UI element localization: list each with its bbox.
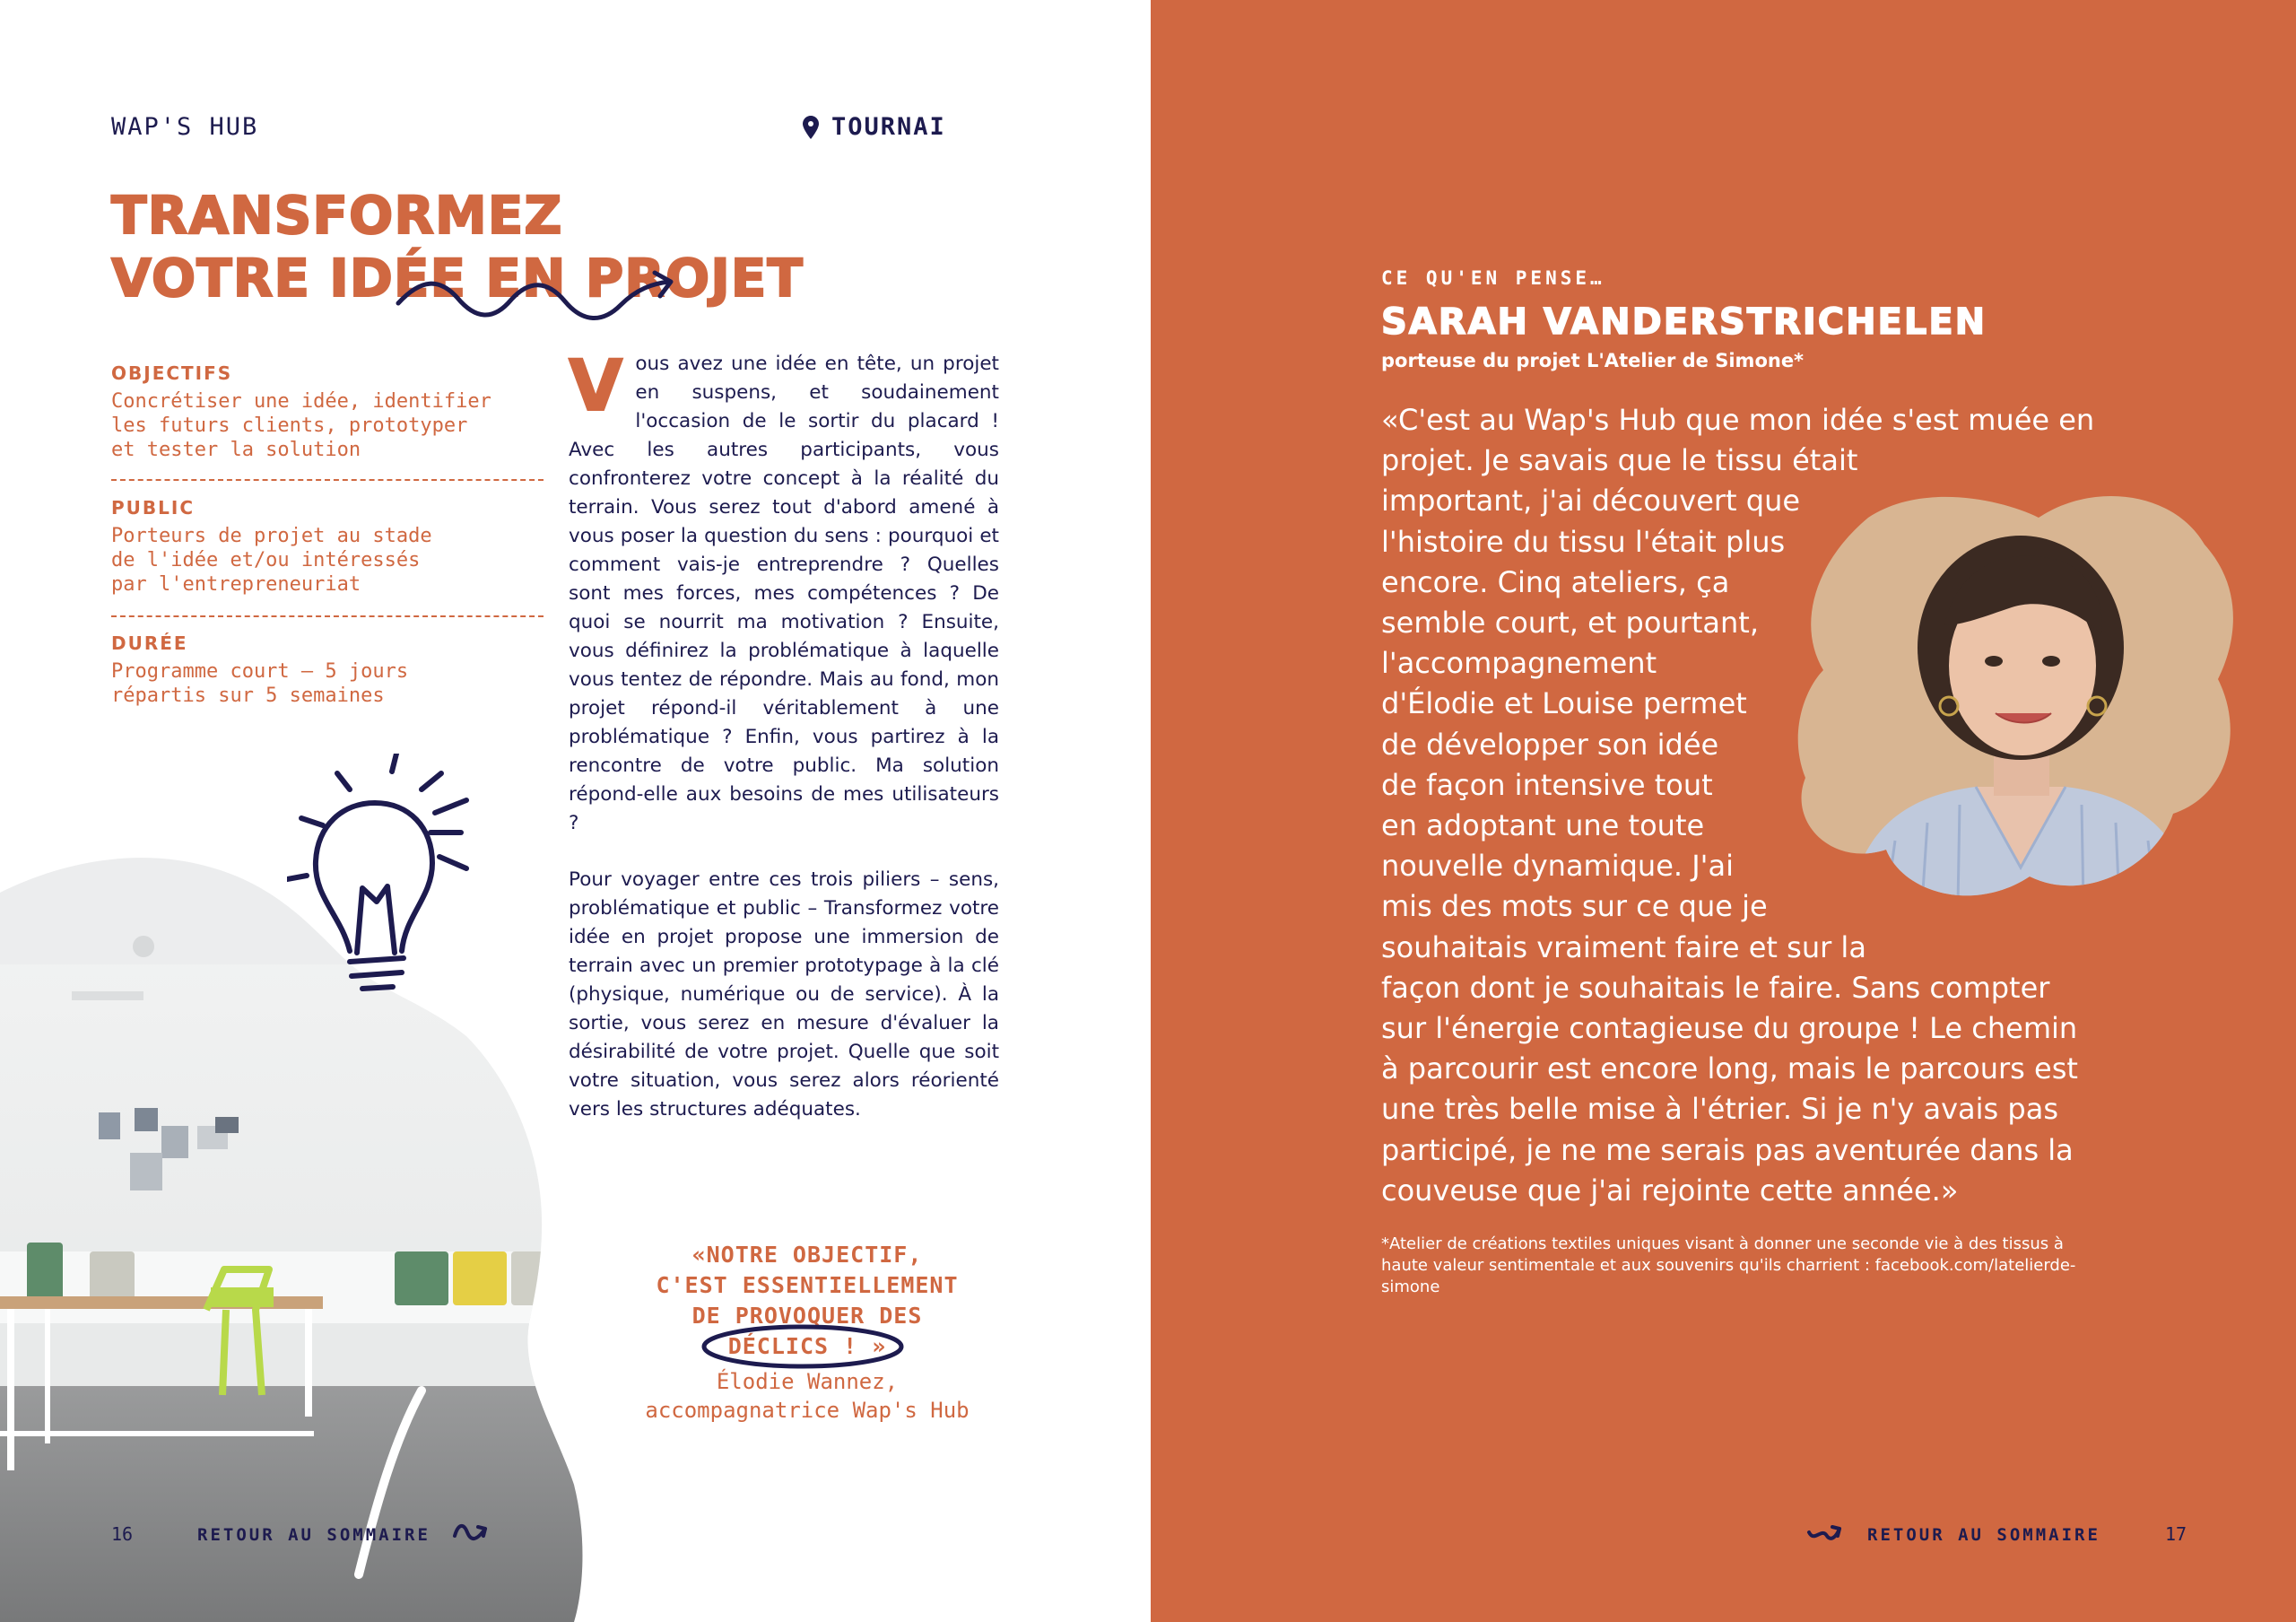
testimonial-role: porteuse du projet L'Atelier de Simone* xyxy=(1381,350,1805,371)
quote-line: C'EST ESSENTIELLEMENT xyxy=(656,1272,959,1298)
info-value-line: par l'entrepreneuriat xyxy=(111,573,361,596)
info-value-line: Porteurs de projet au stade xyxy=(111,525,432,547)
quote-line: encore. Cinq ateliers, ça xyxy=(1381,564,1730,599)
paragraph-1 xyxy=(569,346,999,838)
quote-line: l'histoire du tissu l'était plus xyxy=(1381,524,1786,559)
page-number: 16 xyxy=(111,1523,134,1545)
quote-line: DE PROVOQUER DES xyxy=(691,1303,923,1329)
quote-line: de développer son idée xyxy=(1381,727,1719,762)
quote-line: une très belle mise à l'étrier. Si je n'y avais pas xyxy=(1381,1092,2058,1127)
wave-arrow-icon[interactable] xyxy=(1805,1518,1843,1545)
quote-line: semble court, et pourtant, xyxy=(1381,606,1759,641)
quote-line: en adoptant une toute xyxy=(1381,808,1705,843)
info-value-line: de l'idée et/ou intéressés xyxy=(111,549,421,571)
quote-line: projet. Je savais que le tissu était xyxy=(1381,443,1858,478)
info-label: PUBLIC xyxy=(111,497,196,519)
quote-line: «C'est au Wap's Hub que mon idée s'est muée en xyxy=(1381,403,2095,437)
info-objectifs xyxy=(111,362,544,462)
body-text xyxy=(569,346,999,1152)
quote-line: sur l'énergie contagieuse du groupe ! Le chemin xyxy=(1381,1011,2078,1046)
info-value-line: Concrétiser une idée, identifier xyxy=(111,390,491,413)
quote-author-line: Élodie Wannez, xyxy=(716,1369,899,1394)
quote-line: l'accompagnement xyxy=(1381,646,1657,681)
footnote-line: *Atelier de créations textiles uniques visant à donner une seconde vie à des tissus à xyxy=(1381,1234,2064,1253)
title-line-1: TRANSFORMEZ xyxy=(111,185,563,246)
lightbulb-icon xyxy=(287,754,502,1014)
quote-line: souhaitais vraiment faire et sur la xyxy=(1381,929,1866,964)
info-value-line: Programme court – 5 jours xyxy=(111,660,409,683)
page-number: 17 xyxy=(2165,1523,2187,1545)
footnote-line: simone xyxy=(1381,1278,1440,1296)
location-text: TOURNAI xyxy=(831,113,946,141)
quote-line: «NOTRE OBJECTIF, xyxy=(691,1242,923,1268)
info-public xyxy=(111,497,544,597)
divider xyxy=(111,615,544,617)
testimonial-quote xyxy=(1381,400,2095,1211)
paragraph-1-text: ous avez une idée en tête, un projet en suspens, et soudainement l'occasion de le sortir du placard ! Avec les autres participants, vous confronterez votre concept à la réalité du terrain. Vous serez tout d'abord amené à vous poser la question du sens : pourquoi et comment vais-je entreprendre ? Quelles sont mes forces, mes compétences ? De quoi se nourrit ma motivation ? Ensuite, vous définirez la problématique à laquelle vous tentez de répondre. Mais au fond, mon projet répond-il véritablement à une problématique ? Enfin, vous partirez à la rencontre de votre public. Ma solution répond-elle aux besoins de mes utilisateurs ? xyxy=(569,353,999,834)
quote-author-line: accompagnatrice Wap's Hub xyxy=(645,1398,970,1423)
squiggle-arrow-icon xyxy=(395,269,682,332)
testimonial-eyebrow: CE QU'EN PENSE… xyxy=(1381,267,1605,289)
quote-line: DÉCLICS ! » xyxy=(727,1333,887,1359)
location-label xyxy=(803,113,946,141)
title-line-2: VOTRE IDÉE EN PROJET xyxy=(111,248,804,309)
back-to-contents-link[interactable]: RETOUR AU SOMMAIRE xyxy=(1867,1525,2100,1545)
paragraph-2: Pour voyager entre ces trois piliers – sens, problématique et public – Transformez votre idée en projet propose une immersion de terrain avec un premier prototypage à la clé (physique, numérique ou de service). À la sortie, vous serez en mesure d'évaluer la désirabilité de votre projet. Quelle que soit votre situation, vous serez alors réorienté vers les structures adéquates. xyxy=(569,868,999,1121)
quote-line: de façon intensive tout xyxy=(1381,767,1713,802)
drop-cap: V xyxy=(569,346,623,427)
info-label: OBJECTIFS xyxy=(111,362,233,384)
quote-line: mis des mots sur ce que je xyxy=(1381,889,1768,924)
location-pin-icon xyxy=(803,116,819,139)
quote-line: à parcourir est encore long, mais le parcours est xyxy=(1381,1051,2078,1086)
footnote xyxy=(1381,1234,2099,1298)
testimonial-name: SARAH VANDERSTRICHELEN xyxy=(1381,301,1987,343)
divider xyxy=(111,479,544,481)
circle-highlight xyxy=(700,1322,906,1371)
info-duree xyxy=(111,632,544,708)
quote-line: participé, je ne me serais pas aventurée dans la xyxy=(1381,1132,2074,1167)
footnote-line: haute valeur sentimentale et aux souvenirs qu'ils charrient : facebook.com/latelierde- xyxy=(1381,1256,2076,1275)
info-value-line: et tester la solution xyxy=(111,439,361,461)
info-value-line: les futurs clients, prototyper xyxy=(111,414,468,437)
quote-line: nouvelle dynamique. J'ai xyxy=(1381,849,1734,884)
right-page xyxy=(1151,0,2296,1622)
quote-line: couveuse que j'ai rejointe cette année.» xyxy=(1381,1173,1959,1208)
quote-line: façon dont je souhaitais le faire. Sans compter xyxy=(1381,970,2050,1005)
section-label: WAP'S HUB xyxy=(111,113,259,141)
back-to-contents-link[interactable]: RETOUR AU SOMMAIRE xyxy=(197,1525,430,1545)
info-value-line: répartis sur 5 semaines xyxy=(111,685,385,707)
quote-line: important, j'ai découvert que xyxy=(1381,484,1801,519)
info-label: DURÉE xyxy=(111,632,188,654)
quote-line: d'Élodie et Louise permet xyxy=(1381,686,1747,721)
wave-arrow-icon[interactable] xyxy=(451,1518,489,1545)
